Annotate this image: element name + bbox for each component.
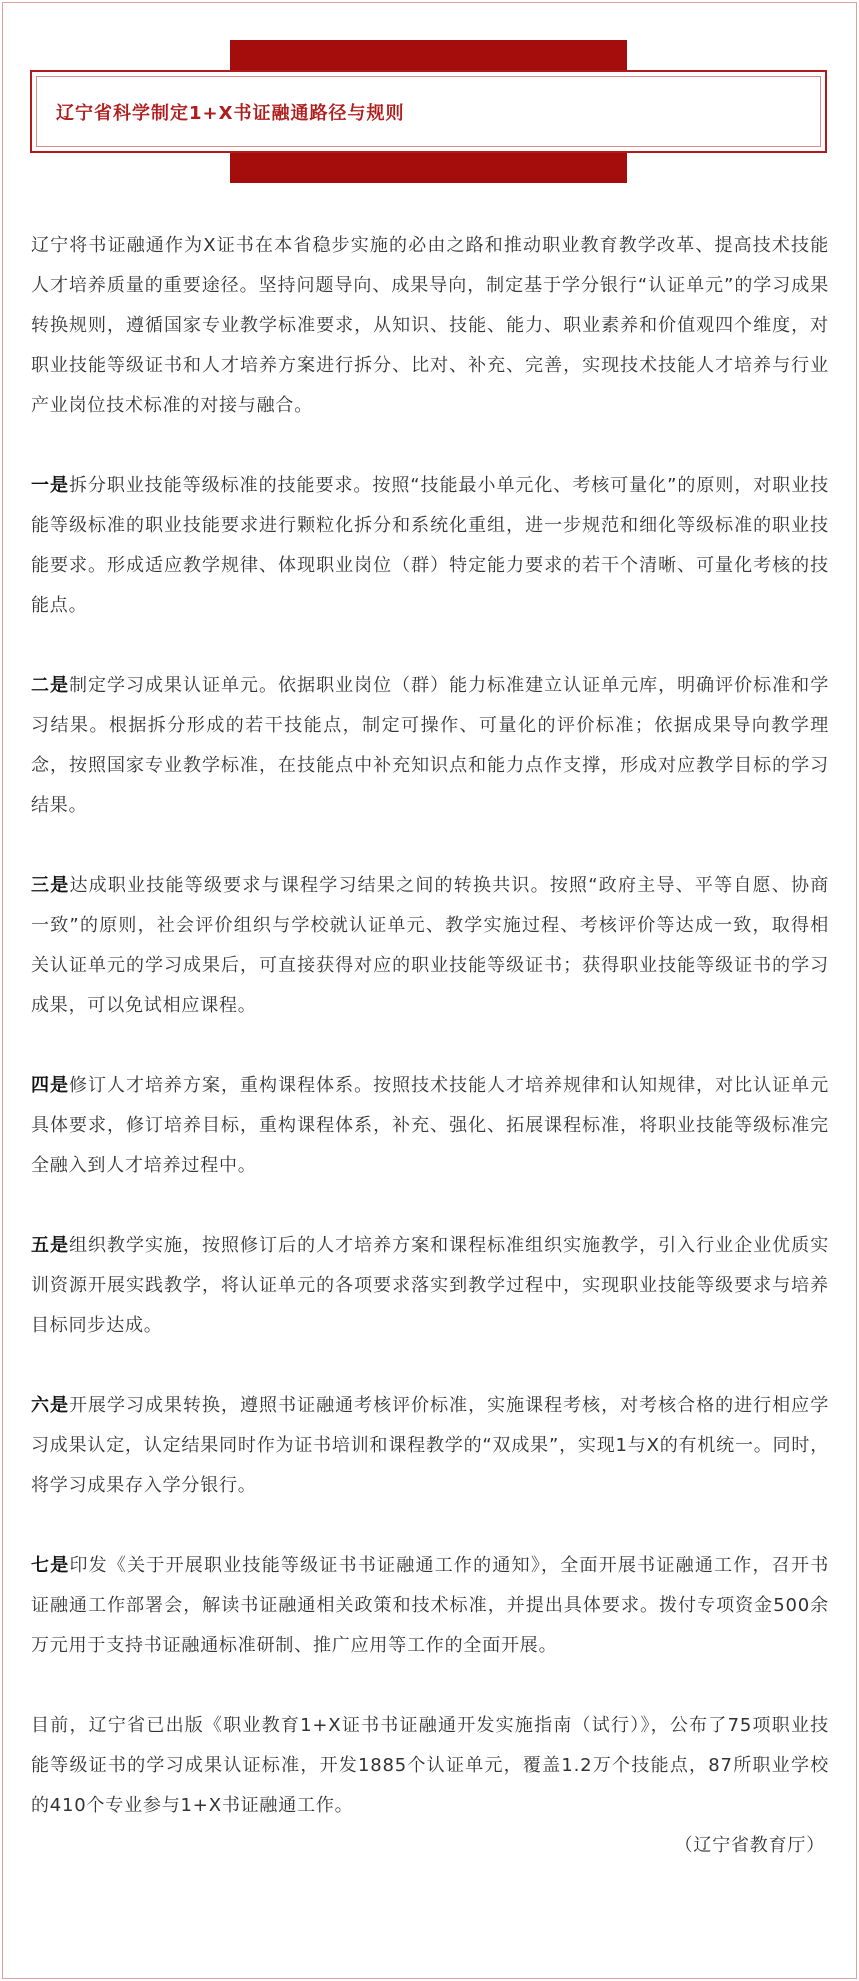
point-paragraph-5 [31,1226,829,1346]
point-paragraph-4 [31,1066,829,1186]
point-lead: 七是 [31,1555,70,1576]
point-paragraph-1 [31,466,829,626]
point-text: 组织教学实施，按照修订后的人才培养方案和课程标准组织实施教学，引入行业企业优质实训资源开展实践教学，将认证单元的各项要求落实到教学过程中，实现职业技能等级要求与培养目标同步达成。 [31,1235,829,1336]
point-lead: 四是 [31,1075,70,1096]
point-text: 开展学习成果转换，遵照书证融通考核评价标准，实施课程考核，对考核合格的进行相应学习成果认定，认定结果同时作为证书培训和课程教学的“双成果”，实现1与X的有机统一。同时，将学习成果存入学分银行。 [31,1395,829,1496]
point-paragraph-2 [31,666,829,826]
point-text: 修订人才培养方案，重构课程体系。按照技术技能人才培养规律和认知规律，对比认证单元具体要求，修订培养目标，重构课程体系，补充、强化、拓展课程标准，将职业技能等级标准完全融入到人才培养过程中。 [31,1075,829,1176]
point-lead: 二是 [31,675,70,696]
point-text: 印发《关于开展职业技能等级证书书证融通工作的通知》，全面开展书证融通工作，召开书证融通工作部署会，解读书证融通相关政策和技术标准，并提出具体要求。拨付专项资金500余万元用于支持书证融通标准研制、推广应用等工作的全面开展。 [31,1555,829,1656]
point-text: 达成职业技能等级要求与课程学习结果之间的转换共识。按照“政府主导、平等自愿、协商一致”的原则，社会评价组织与学校就认证单元、教学实施过程、考核评价等达成一致，取得相关认证单元的学习成果后，可直接获得对应的职业技能等级证书；获得职业技能等级证书的学习成果，可以免试相应课程。 [31,875,829,1016]
title-banner-top-bar [230,40,627,70]
point-lead: 一是 [31,475,69,496]
intro-paragraph: 辽宁将书证融通作为X证书在本省稳步实施的必由之路和推动职业教育教学改革、提高技术技能人才培养质量的重要途径。坚持问题导向、成果导向，制定基于学分银行“认证单元”的学习成果转换规则，遵循国家专业教学标准要求，从知识、技能、能力、职业素养和价值观四个维度，对职业技能等级证书和人才培养方案进行拆分、比对、补充、完善，实现技术技能人才培养与行业产业岗位技术标准的对接与融合。 [31,235,829,416]
article-title: 辽宁省科学制定1+X书证融通路径与规则 [56,103,405,124]
point-paragraph-3 [31,866,829,1026]
point-lead: 三是 [31,875,70,896]
point-text: 拆分职业技能等级标准的技能要求。按照“技能最小单元化、考核可量化”的原则，对职业技能等级标准的职业技能要求进行颗粒化拆分和系统化重组，进一步规范和细化等级标准的职业技能要求。形成适应教学规律、体现职业岗位（群）特定能力要求的若干个清晰、可量化考核的技能点。 [31,475,829,616]
title-banner-bottom-bar [230,153,627,183]
point-lead: 六是 [31,1395,70,1416]
point-paragraph-6 [31,1386,829,1506]
title-box [30,70,827,153]
article-body [31,226,829,1866]
point-paragraph-7 [31,1546,829,1666]
source-attribution: （辽宁省教育厅） [674,1835,825,1856]
closing-paragraph: 目前，辽宁省已出版《职业教育1+X证书书证融通开发实施指南（试行）》，公布了75项职业技能等级证书的学习成果认证标准，开发1885个认证单元，覆盖1.2万个技能点，87所职业学校的410个专业参与1+X书证融通工作。 [31,1715,829,1816]
point-text: 制定学习成果认证单元。依据职业岗位（群）能力标准建立认证单元库，明确评价标准和学习结果。根据拆分形成的若干技能点，制定可操作、可量化的评价标准；依据成果导向教学理念，按照国家专业教学标准，在技能点中补充知识点和能力点作支撑，形成对应教学目标的学习结果。 [31,675,829,816]
point-lead: 五是 [31,1235,70,1256]
